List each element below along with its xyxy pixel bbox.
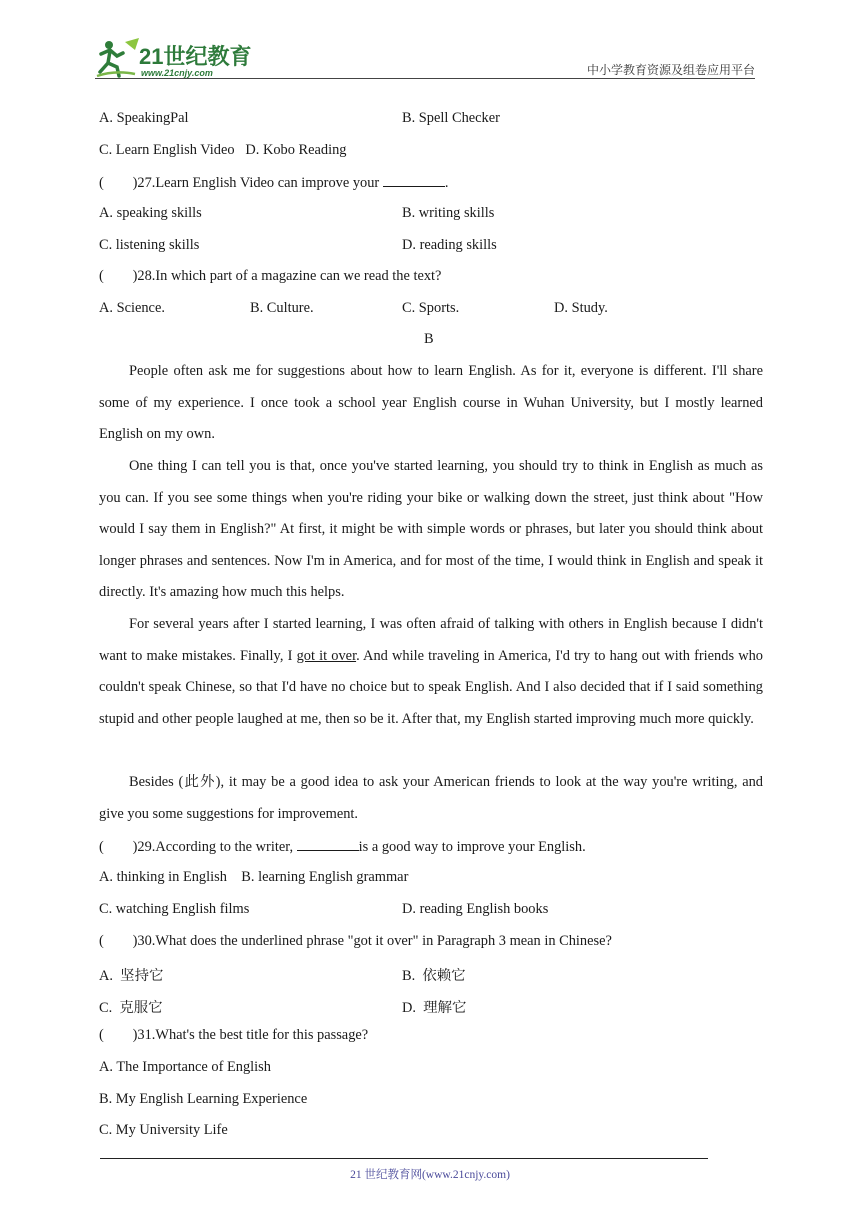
question-31: [99, 1027, 368, 1044]
q30-option-b: B. 依赖它: [402, 968, 466, 984]
svg-text:www.21cnjy.com: www.21cnjy.com: [141, 68, 213, 78]
q27-option-b: B. writing skills: [402, 205, 495, 221]
passage-paragraph-3: [99, 609, 763, 735]
header-divider: [95, 78, 755, 79]
q26-option-a: A. SpeakingPal: [99, 110, 189, 126]
q29-option-c: C. watching English films: [99, 901, 250, 917]
q28-option-a: A. Science.: [99, 300, 165, 316]
answer-paren: ( ): [99, 268, 138, 284]
question-stem-end: is a good way to improve your English.: [358, 839, 586, 855]
svg-text:21世纪教育: 21世纪教育: [139, 44, 252, 69]
paragraph-text: For several years after I started learning, I was often afraid of talking with others in English because I didn't want to make mistakes. Finally, I: [99, 616, 763, 664]
q28-option-c: C. Sports.: [402, 300, 460, 316]
question-30: [99, 933, 612, 950]
underlined-phrase: got it over: [296, 647, 357, 664]
question-28: [99, 268, 441, 285]
section-label: B: [424, 331, 434, 347]
q30-option-a: A. 坚持它: [99, 968, 164, 984]
passage-paragraph-1: People often ask me for suggestions about how to learn English. As for it, everyone is different. I'll share some of my experience. I once took a school year English course in Wuhan University, but I mostly learned English on my own.: [99, 363, 763, 443]
q26-option-cd: C. Learn English Video D. Kobo Reading: [99, 142, 347, 158]
q29-option-d: D. reading English books: [402, 901, 549, 917]
q31-option-c: C. My University Life: [99, 1122, 228, 1138]
footer-divider: [100, 1158, 708, 1159]
q30-option-d: D. 理解它: [402, 1000, 467, 1016]
question-stem: 27.Learn English Video can improve your: [137, 175, 383, 191]
site-logo: [95, 36, 265, 80]
question-stem: 31.What's the best title for this passage?: [137, 1027, 369, 1043]
q29-option-ab: A. thinking in English B. learning English grammar: [99, 869, 409, 885]
paragraph-text: . And while traveling in America, I'd try to hang out with friends who couldn't speak Chinese, so that I'd have no choice but to speak English. And I also decided that if I said something stupid and other people laughed at me, then so be it. After that, my English started improving much more quickly.: [99, 647, 764, 727]
answer-paren: ( ): [99, 175, 138, 191]
q27-option-d: D. reading skills: [402, 237, 497, 253]
answer-paren: ( ): [99, 839, 138, 855]
header-platform-text: 中小学教育资源及组卷应用平台: [586, 63, 755, 77]
passage-paragraph-2: One thing I can tell you is that, once you've started learning, you should try to think in English as much as you can. If you see some things when you're riding your bike or walking down the street, just think about "How would I say them in English?" At first, it might be with simple words or phrases, but later you should think about longer phrases and sentences. Now I'm in America, and for most of the time, I would think in English and speak it directly. It's amazing how much this helps.: [99, 458, 763, 601]
q28-option-d: D. Study.: [554, 300, 608, 316]
answer-blank: [383, 174, 445, 187]
q27-option-a: A. speaking skills: [99, 205, 202, 221]
q27-option-c: C. listening skills: [99, 237, 200, 253]
question-29: [99, 838, 586, 856]
answer-paren: ( ): [99, 1027, 138, 1043]
q30-option-c: C. 克服它: [99, 1000, 163, 1016]
page-header: [95, 28, 760, 80]
passage-paragraph-4: Besides (此外), it may be a good idea to ask your American friends to look at the way you're writing, and give you some suggestions for improvement.: [99, 774, 763, 822]
question-stem: 30.What does the underlined phrase "got it over" in Paragraph 3 mean in Chinese?: [137, 933, 612, 949]
answer-paren: ( ): [99, 933, 138, 949]
footer-link[interactable]: 21 世纪教育网(www.21cnjy.com): [350, 1169, 510, 1181]
q31-option-b: B. My English Learning Experience: [99, 1091, 308, 1107]
stem-end: .: [444, 175, 449, 191]
question-27: [99, 174, 448, 192]
q31-option-a: A. The Importance of English: [99, 1059, 271, 1075]
question-stem: 28.In which part of a magazine can we read the text?: [137, 268, 442, 284]
question-stem: 29.According to the writer,: [137, 839, 297, 855]
q28-option-b: B. Culture.: [250, 300, 314, 316]
answer-blank: [297, 838, 359, 851]
q26-option-b: B. Spell Checker: [402, 110, 500, 126]
